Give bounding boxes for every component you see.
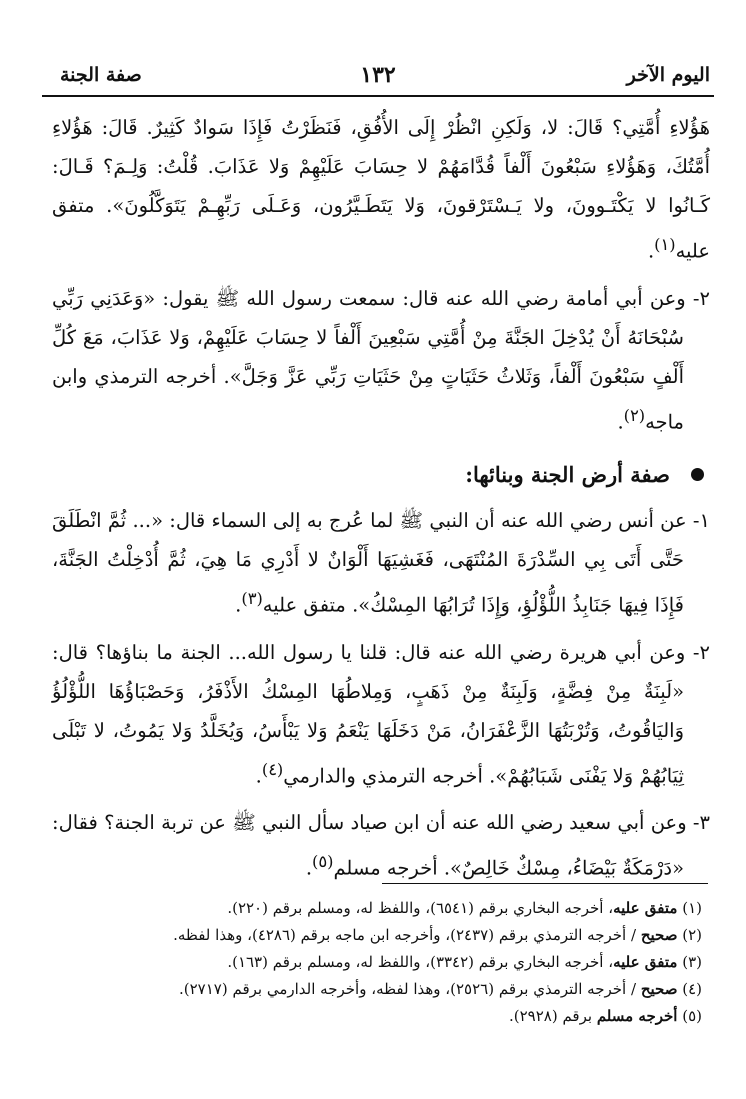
footnote-item [50, 922, 702, 949]
hadith-paragraph: ٢- وعن أبي هريرة رضي الله عنه قال: قلنا يا رسول الله... الجنة ما بناؤها؟ قال: «لَبِنَةٌ مِنْ فِضَّةٍ، وَلَبِنَةٌ مِنْ ذَهَبٍ، وَمِلاطُهَا المِسْكُ الأَذْفَرُ، وَحَصْبَاؤُهَا اللُّؤْلُؤُ وَاليَاقُوتُ، وَتُرْبَتُهَا الزَّعْفَرَانُ، مَنْ دَخَلَهَا يَنْعَمُ وَلا يَبْأَسُ، وَيُخَلَّدُ وَلا يَمُوتُ، لا تَبْلَى ثِيَابُهُمْ وَلا يَفْنَى شَبَابُهُمْ». أخرجه الترمذي والدارمي$^{(٤)}$. [52, 640, 710, 787]
footnote-number: (٢) [677, 926, 702, 944]
footnote-ref: (١) [654, 235, 676, 254]
hadith-paragraph: ٣- وعن أبي سعيد رضي الله عنه أن ابن صياد سأل النبي ﷺ عن تربة الجنة؟ فقال: «دَرْمَكَةٌ بَيْضَاءُ، مِسْكٌ خَالِصٌ». أخرجه مسلم$^{(٥)}$. [52, 811, 710, 880]
footnote-text: ، أخرجه البخاري برقم (٣٣٤٢)، واللفظ له، ومسلم برقم (١٦٣). [227, 953, 614, 971]
page-header [42, 58, 714, 92]
section-title: صفة الجنة [60, 64, 142, 86]
section-heading [52, 455, 710, 495]
hadith-number: ١- [686, 509, 710, 532]
footnote-text: / أخرجه الترمذي برقم (٢٤٣٧)، وأخرجه ابن ماجه برقم (٤٢٨٦)، وهذا لفظه. [173, 926, 641, 944]
footnote-ref: (٢) [623, 405, 646, 425]
page-number: ١٣٢ [360, 62, 396, 88]
hadith-number: ٢- [685, 640, 710, 664]
footnote-number: (٤) [677, 980, 702, 998]
paragraph-text: وعن أبي هريرة رضي الله عنه قال: قلنا يا رسول الله... الجنة ما بناؤها؟ قال: «لَبِنَةٌ مِنْ فِضَّةٍ، وَلَبِنَةٌ مِنْ ذَهَبٍ، وَمِلاطُهَا المِسْكُ الأَذْفَرُ، وَحَصْبَاؤُهَا اللُّؤْلُؤُ وَاليَاقُوتُ، وَتُرْبَتُهَا الزَّعْفَرَانُ، مَنْ دَخَلَهَا يَنْعَمُ وَلا يَبْأَسُ، وَيُخَلَّدُ وَلا يَمُوتُ، لا تَبْلَى ثِيَابُهُمْ وَلا يَفْنَى شَبَابُهُمْ». أخرجه الترمذي والدارمي [52, 640, 686, 787]
hadith-number: ٢- [685, 286, 710, 310]
footnote-text: / أخرجه الترمذي برقم (٢٥٢٦)، وهذا لفظه، وأخرجه الدارمي برقم (٢٧١٧). [179, 980, 641, 998]
paragraph-continuation: هَؤُلاءِ أُمَّتِي؟ قَالَ: لا، وَلَكِنِ انْظُرْ إِلَى الأُفُقِ، فَنَظَرْتُ فَإِذَا سَوادٌ كَثِيرٌ. قَالَ: هَؤُلاءِ أُمَّتُكَ، وَهَؤُلاءِ سَبْعُونَ أَلْفاً قُدَّامَهُمْ لا حِسَابَ عَلَيْهِمْ وَلا عَذَابَ. قُلْتُ: وَلِـمَ؟ قَـالَ: كَـانُوا لا يَكْتَـوونَ، ولا يَـسْتَرْقونَ، وَلا يَتَطَـيَّرُون، وَعَـلَى رَبِّهِـمْ يَتَوَكَّلُونَ». متفق عليه$^{(١)}$. [52, 116, 710, 263]
hadith-paragraph: ١- عن أنس رضي الله عنه أن النبي ﷺ لما عُرج به إلى السماء قال: «... ثُمَّ انْطَلَقَ حَتَّى أَتَى بِي السِّدْرَةَ المُنْتَهَى، فَغَشِيَهَا أَلْوَانٌ لا أَدْرِي مَا هِيَ، ثُمَّ أُدْخِلْتُ الجَنَّةَ، فَإِذَا فِيهَا جَنَابِذُ اللُّؤْلُؤِ، وَإِذَا تُرَابُهَا المِسْكُ». متفق عليه$^{(٣)}$. [52, 509, 710, 617]
footnote-divider [382, 883, 708, 884]
footnote-ref: (٥) [312, 852, 334, 871]
heading-text: صفة أرض الجنة وبنائها: [465, 462, 670, 487]
hadith-number: ٣- [686, 811, 710, 834]
footnote-item [50, 949, 702, 976]
footnote-item [50, 976, 702, 1003]
footnote-text: برقم (٢٩٢٨). [508, 1007, 597, 1025]
main-text [52, 108, 710, 896]
paragraph-text: وعن أبي أمامة رضي الله عنه قال: سمعت رسول الله ﷺ يقول: «وَعَدَنِي رَبِّي سُبْحَانَهُ أَنْ يُدْخِلَ الجَنَّةَ مِنْ أُمَّتِي سَبْعِينَ أَلْفاً لا حِسَابَ عَلَيْهِمْ، وَلا عَذَابَ، مَعَ كُلِّ أَلْفٍ سَبْعُونَ أَلْفاً، وَثَلاثُ حَثَيَاتٍ مِنْ حَثَيَاتِ رَبِّي عَزَّ وَجَلَّ». أخرجه الترمذي وابن ماجه [52, 286, 686, 433]
footnote-text: ، أخرجه البخاري برقم (٦٥٤١)، واللفظ له، ومسلم برقم (٢٢٠). [227, 899, 614, 917]
footnote-grade: متفق عليه [613, 899, 678, 917]
footnote-grade: أخرجه مسلم [596, 1007, 678, 1025]
footnote-number: (٣) [677, 953, 702, 971]
hadith-paragraph: ٢- وعن أبي أمامة رضي الله عنه قال: سمعت رسول الله ﷺ يقول: «وَعَدَنِي رَبِّي سُبْحَانَهُ أَنْ يُدْخِلَ الجَنَّةَ مِنْ أُمَّتِي سَبْعِينَ أَلْفاً لا حِسَابَ عَلَيْهِمْ، وَلا عَذَابَ، مَعَ كُلِّ أَلْفٍ سَبْعُونَ أَلْفاً، وَثَلاثُ حَثَيَاتٍ مِنْ حَثَيَاتِ رَبِّي عَزَّ وَجَلَّ». أخرجه الترمذي وابن ماجه$^{(٢)}$. [52, 286, 710, 433]
footnote-ref: (٣) [241, 589, 263, 608]
bullet-icon [691, 468, 704, 481]
footnote-grade: صحيح [640, 926, 678, 944]
paragraph-text: عن أنس رضي الله عنه أن النبي ﷺ لما عُرج به إلى السماء قال: «... ثُمَّ انْطَلَقَ حَتَّى أَتَى بِي السِّدْرَةَ المُنْتَهَى، فَغَشِيَهَا أَلْوَانٌ لا أَدْرِي مَا هِيَ، ثُمَّ أُدْخِلْتُ الجَنَّةَ، فَإِذَا فِيهَا جَنَابِذُ اللُّؤْلُؤِ، وَإِذَا تُرَابُهَا المِسْكُ». متفق عليه [52, 509, 687, 617]
paragraph-text: هَؤُلاءِ أُمَّتِي؟ قَالَ: لا، وَلَكِنِ انْظُرْ إِلَى الأُفُقِ، فَنَظَرْتُ فَإِذَا سَوادٌ كَثِيرٌ. قَالَ: هَؤُلاءِ أُمَّتُكَ، وَهَؤُلاءِ سَبْعُونَ أَلْفاً قُدَّامَهُمْ لا حِسَابَ عَلَيْهِمْ وَلا عَذَابَ. قُلْتُ: وَلِـمَ؟ قَـالَ: كَـانُوا لا يَكْتَـوونَ، ولا يَـسْتَرْقونَ، وَلا يَتَطَـيَّرُون، وَعَـلَى رَبِّهِـمْ يَتَوَكَّلُونَ». متفق عليه [52, 116, 710, 263]
paragraph-text: وعن أبي سعيد رضي الله عنه أن ابن صياد سأل النبي ﷺ عن تربة الجنة؟ فقال: «دَرْمَكَةٌ بَيْضَاءُ، مِسْكٌ خَالِصٌ». أخرجه مسلم [52, 811, 687, 880]
chapter-title: اليوم الآخر [626, 64, 710, 86]
footnote-item [50, 1003, 702, 1030]
footnote-grade: متفق عليه [613, 953, 678, 971]
footnotes [50, 895, 702, 1030]
footnote-item [50, 895, 702, 922]
footnote-grade: صحيح [640, 980, 678, 998]
footnote-number: (١) [677, 899, 702, 917]
header-divider [42, 95, 714, 97]
footnote-number: (٥) [677, 1007, 702, 1025]
footnote-ref: (٤) [261, 759, 284, 779]
